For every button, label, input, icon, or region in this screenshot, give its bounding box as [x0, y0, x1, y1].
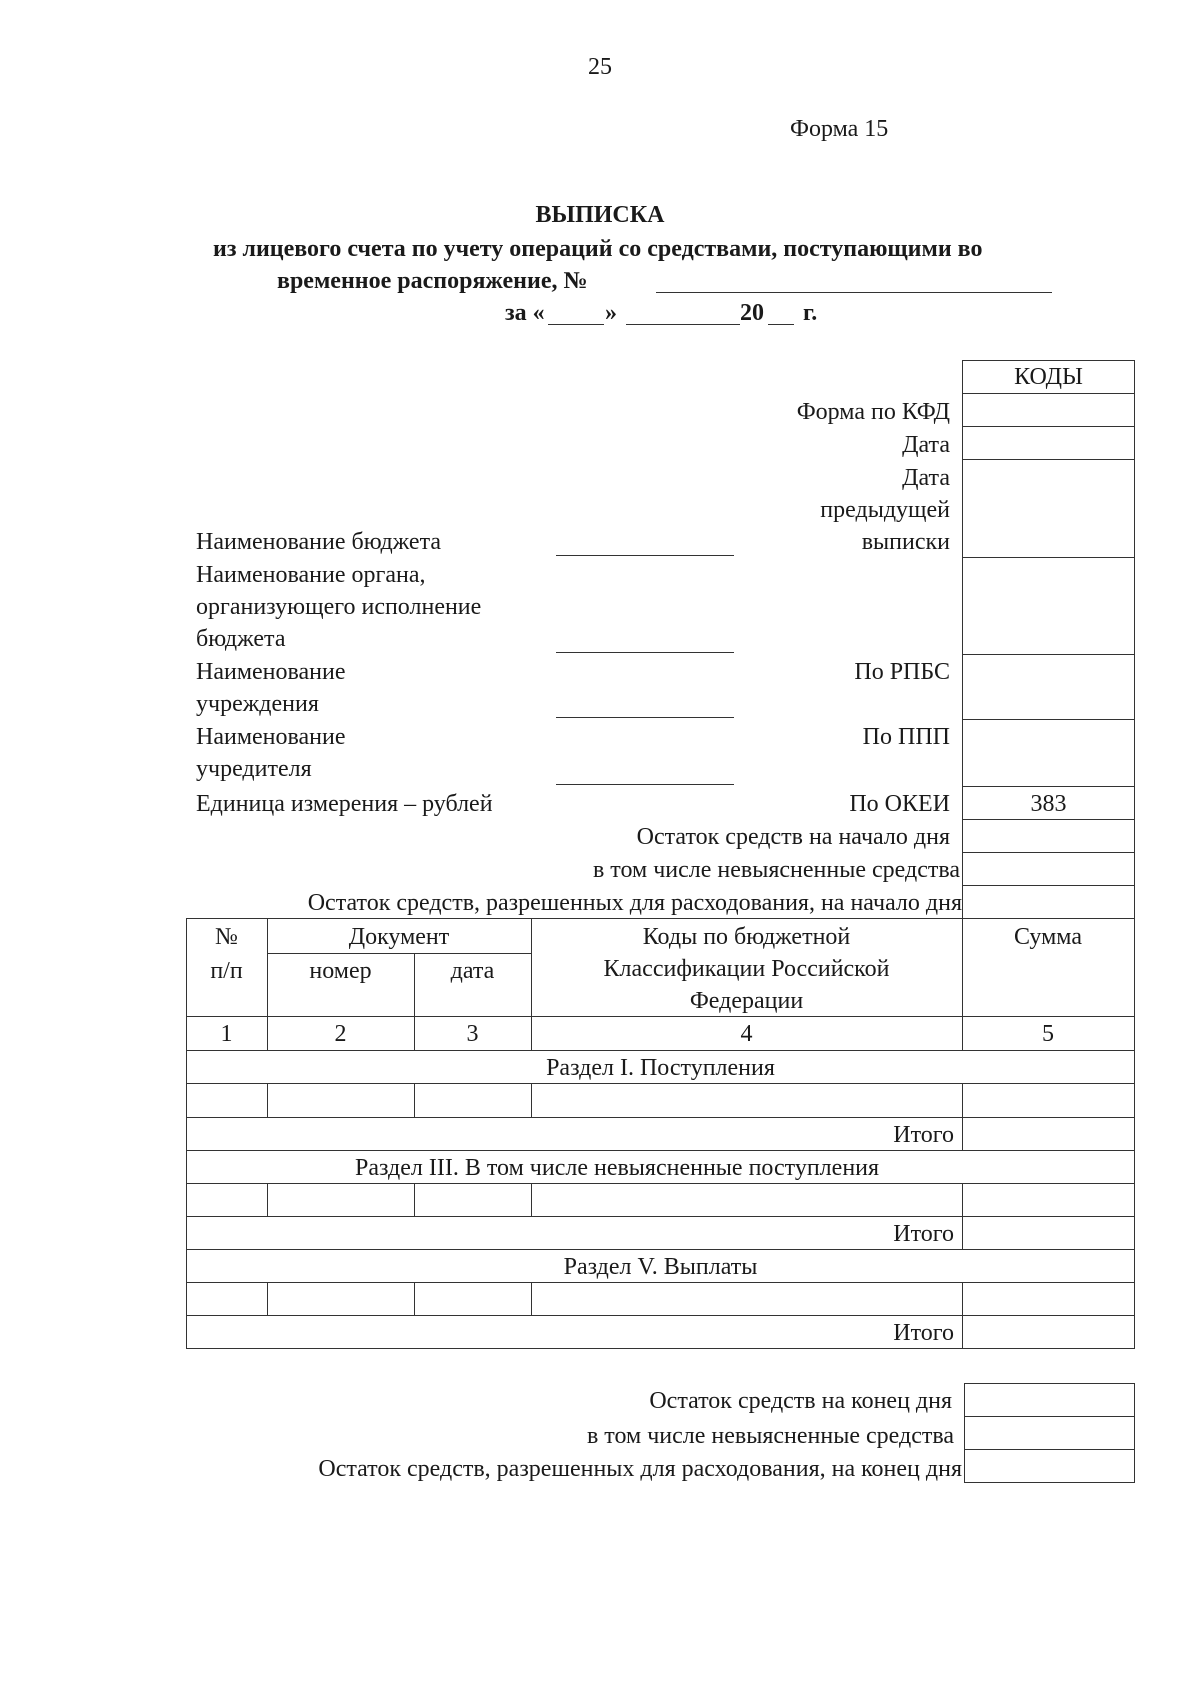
title-line-3: временное распоряжение, № — [277, 268, 588, 294]
start-balance-label: Остаток средств на начало дня — [636, 824, 950, 850]
page-number: 25 — [588, 54, 612, 80]
document-title: ВЫПИСКА — [535, 202, 665, 228]
col-sum-header: Сумма — [1014, 924, 1082, 950]
col-num-header-1: № — [215, 924, 238, 950]
col-number-4: 4 — [740, 1021, 753, 1047]
total-receipts-label: Итого — [893, 1122, 954, 1148]
prev-date-label-3: выписки — [861, 529, 950, 555]
section-unclarified: Раздел III. В том числе невыясненные поступления — [355, 1155, 880, 1181]
okei-code-value: 383 — [1030, 791, 1067, 817]
prev-date-label-1: Дата — [902, 465, 950, 491]
founder-blank[interactable] — [556, 784, 734, 785]
codes-header: КОДЫ — [1014, 364, 1083, 390]
institution-label-1: Наименование — [196, 659, 346, 685]
budget-name-blank[interactable] — [556, 555, 734, 556]
col-codes-header-3: Федерации — [689, 988, 804, 1014]
col-codes-header-2: Классификации Российской — [603, 956, 890, 982]
organ-blank[interactable] — [556, 652, 734, 653]
col-number-3: 3 — [466, 1021, 479, 1047]
institution-blank[interactable] — [556, 717, 734, 718]
statement-number-blank[interactable] — [656, 292, 1052, 293]
col-doc-date-header: дата — [450, 958, 495, 984]
unit-label: Единица измерения – рублей — [196, 791, 493, 817]
okei-label: По ОКЕИ — [849, 791, 950, 817]
end-balance-label: Остаток средств на конец дня — [649, 1388, 952, 1414]
total-unclarified-label: Итого — [893, 1221, 954, 1247]
budget-name-label: Наименование бюджета — [196, 529, 442, 555]
prev-date-label-2: предыдущей — [820, 497, 950, 523]
col-codes-header-1: Коды по бюджетной — [642, 924, 851, 950]
form-label: Форма 15 — [790, 116, 889, 142]
founder-label-2: учредителя — [196, 756, 312, 782]
col-doc-number-header: номер — [309, 958, 372, 984]
start-permitted-label: Остаток средств, разрешенных для расходования, на начало дня — [307, 890, 962, 916]
ppp-label: По ППП — [862, 724, 950, 750]
col-num-header-2: п/п — [210, 958, 243, 984]
title-date-quote: » — [605, 300, 617, 326]
col-number-1: 1 — [220, 1021, 233, 1047]
date-label: Дата — [902, 432, 950, 458]
end-unclarified-label: в том числе невыясненные средства — [586, 1423, 954, 1449]
section-receipts: Раздел I. Поступления — [546, 1055, 775, 1081]
col-document-header: Документ — [348, 924, 450, 950]
title-date-suffix: г. — [803, 300, 818, 326]
organ-label-1: Наименование органа, — [196, 562, 426, 588]
institution-label-2: учреждения — [196, 691, 319, 717]
col-number-2: 2 — [334, 1021, 347, 1047]
title-date-prefix: за « — [505, 300, 545, 326]
end-permitted-label: Остаток средств, разрешенных для расходования, на конец дня — [318, 1456, 962, 1482]
month-blank[interactable] — [626, 324, 740, 325]
founder-label-1: Наименование — [196, 724, 346, 750]
total-payments-label: Итого — [893, 1320, 954, 1346]
year-blank[interactable] — [768, 324, 794, 325]
form-kfd-label: Форма по КФД — [796, 399, 950, 425]
start-unclarified-label: в том числе невыясненные средства — [592, 857, 960, 883]
organ-label-2: организующего исполнение — [196, 594, 482, 620]
organ-label-3: бюджета — [196, 626, 286, 652]
col-number-5: 5 — [1042, 1021, 1054, 1047]
section-payments: Раздел V. Выплаты — [563, 1254, 758, 1280]
rpbs-label: По РПБС — [854, 659, 950, 685]
day-blank[interactable] — [548, 324, 604, 325]
title-date-year: 20 — [740, 300, 764, 326]
title-line-2: из лицевого счета по учету операций со средствами, поступающими во — [213, 236, 983, 262]
